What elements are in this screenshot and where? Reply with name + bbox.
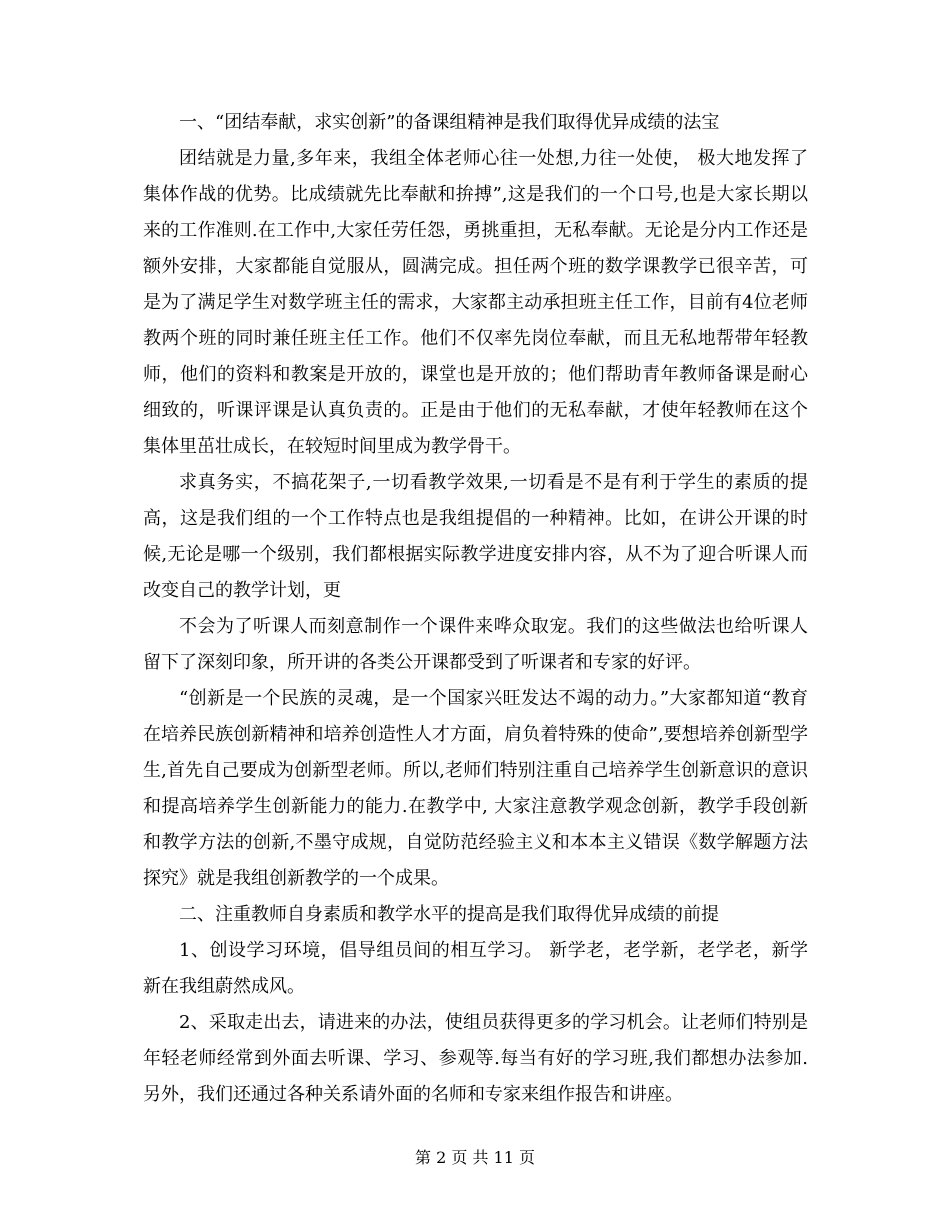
paragraph-innovation: “创新是一个民族的灵魂，是一个国家兴旺发达不竭的动力。”大家都知道“教育在培养民族创新精神和培养创造性人才方面，肩负着特殊的使命”,要想培养创新型学生,首先自己要成为创新型老师。所以,老师们特别注重自己培养学生创新意识的意识和提高培养学生创新能力的能力.在教学中, 大家注意教学观念创新，教学手段创新和教学方法的创新,不墨守成规，自觉防范经验主义和本本主义错误《数学解题方法探究》就是我组创新教学的一个成果。 [143,688,808,889]
page-footer: 第 2 页 共 11 页 [415,1148,535,1167]
section-heading-1: 一、“团结奉献，求实创新”的备课组精神是我们取得优异成绩的法宝 [179,112,720,133]
section-heading-2: 二、注重教师自身素质和教学水平的提高是我们取得优异成绩的前提 [179,904,719,925]
paragraph-public-lessons: 不会为了听课人而刻意制作一个课件来哗众取宠。我们的这些做法也给听课人留下了深刻印象，所开讲的各类公开课都受到了听课者和专家的好评。 [143,616,808,673]
document-body [143,105,808,1113]
paragraph-pragmatism: 求真务实，不搞花架子,一切看教学效果,一切看是不是有利于学生的素质的提高，这是我们组的一个工作特点也是我组提倡的一种精神。比如，在讲公开课的时候,无论是哪一个级别，我们都根据实际教学进度安排内容，从不为了迎合听课人而改变自己的教学计划，更 [143,472,808,601]
paragraph-item-2: 2、采取走出去，请进来的办法，使组员获得更多的学习机会。让老师们特别是年轻老师经常到外面去听课、学习、参观等.每当有好的学习班,我们都想办法参加.另外，我们还通过各种关系请外面的名师和专家来组作报告和讲座。 [143,1012,808,1105]
paragraph-unity: 团结就是力量,多年来，我组全体老师心往一处想,力往一处使， 极大地发挥了集体作战的优势。比成绩就先比奉献和拚搏”,这是我们的一个口号,也是大家长期以来的工作准则.在工作中,大家任劳任怨，勇挑重担，无私奉献。无论是分内工作还是额外安排，大家都能自觉服从，圆满完成。担任两个班的数学课教学已很辛苦，可是为了满足学生对数学班主任的需求，大家都主动承担班主任工作，目前有4位老师教两个班的同时兼任班主任工作。他们不仅率先岗位奉献，而且无私地帮带年轻教师，他们的资料和教案是开放的，课堂也是开放的；他们帮助青年教师备课是耐心细致的，听课评课是认真负责的。正是由于他们的无私奉献，才使年轻教师在这个集体里茁壮成长，在较短时间里成为教学骨干。 [143,148,808,457]
paragraph-item-1: 1、创设学习环境，倡导组员间的相互学习。 新学老，老学新，老学老，新学新在我组蔚然成风。 [143,940,808,997]
